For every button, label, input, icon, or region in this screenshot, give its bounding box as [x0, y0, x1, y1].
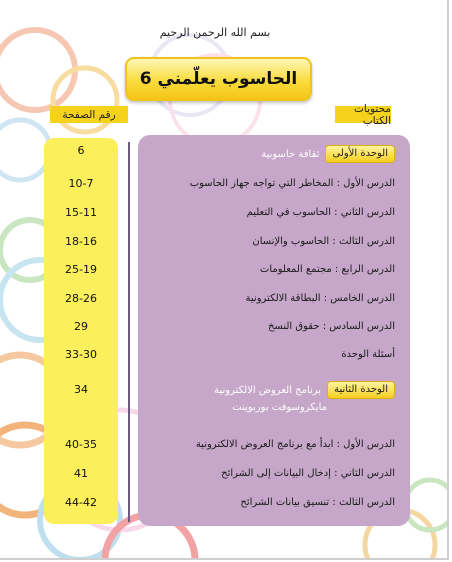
lesson-entry: الدرس السادس : حقوق النسخ [267, 321, 395, 332]
unit-title: برنامج العروض الالكترونية [214, 384, 322, 396]
page-number: 44-42 [65, 496, 97, 509]
lesson-entry: الدرس الأول : ابدأ مع برنامج العروض الالكترونية [195, 439, 395, 450]
page-number: 29 [74, 320, 88, 333]
page-number: 25-19 [65, 263, 97, 276]
lesson-entry: الدرس الثالث : الحاسوب والإنسان [252, 236, 395, 247]
lesson-entry: الدرس الرابع : مجتمع المعلومات [259, 264, 395, 275]
column-divider [128, 142, 130, 522]
page-number: 10-7 [68, 177, 94, 190]
page-number: 34 [74, 383, 88, 396]
unit-title: ثقافة حاسوبية [261, 148, 320, 160]
basmala: بسم الله الرحمن الرحيم [159, 26, 271, 39]
lesson-entry: أسئلة الوحدة [341, 349, 395, 360]
lesson-entry: الدرس الثالث : تنسيق بيانات الشرائح [240, 497, 395, 508]
book-title: الحاسوب يعلّمني 6 [125, 57, 312, 101]
contents-label: محتويات الكتاب [335, 106, 391, 123]
lesson-entry: الدرس الأول : المخاطر التي تواجه جهاز الحاسوب [189, 178, 395, 189]
page-number: 33-30 [65, 348, 97, 361]
page-number: 28-26 [65, 292, 97, 305]
unit-badge: الوحدة الأولى [325, 145, 395, 163]
unit-title-line2: مايكروسوفت بوربوينت [232, 402, 327, 413]
page-number: 15-11 [65, 206, 97, 219]
page-number: 18-16 [65, 235, 97, 248]
lesson-entry: الدرس الخامس : البطاقة الالكترونية [245, 293, 395, 304]
lesson-entry: الدرس الثاني : الحاسوب في التعليم [246, 207, 395, 218]
unit-badge: الوحدة الثانية [327, 381, 395, 399]
page-number-label: رقم الصفحة [50, 106, 128, 123]
page-number: 40-35 [65, 438, 97, 451]
page-number: 41 [74, 467, 88, 480]
unit-heading [261, 145, 395, 163]
page-number: 6 [77, 144, 85, 157]
lesson-entry: الدرس الثاني : إدخال البيانات إلى الشرائح [221, 468, 395, 479]
unit-heading [214, 381, 395, 399]
